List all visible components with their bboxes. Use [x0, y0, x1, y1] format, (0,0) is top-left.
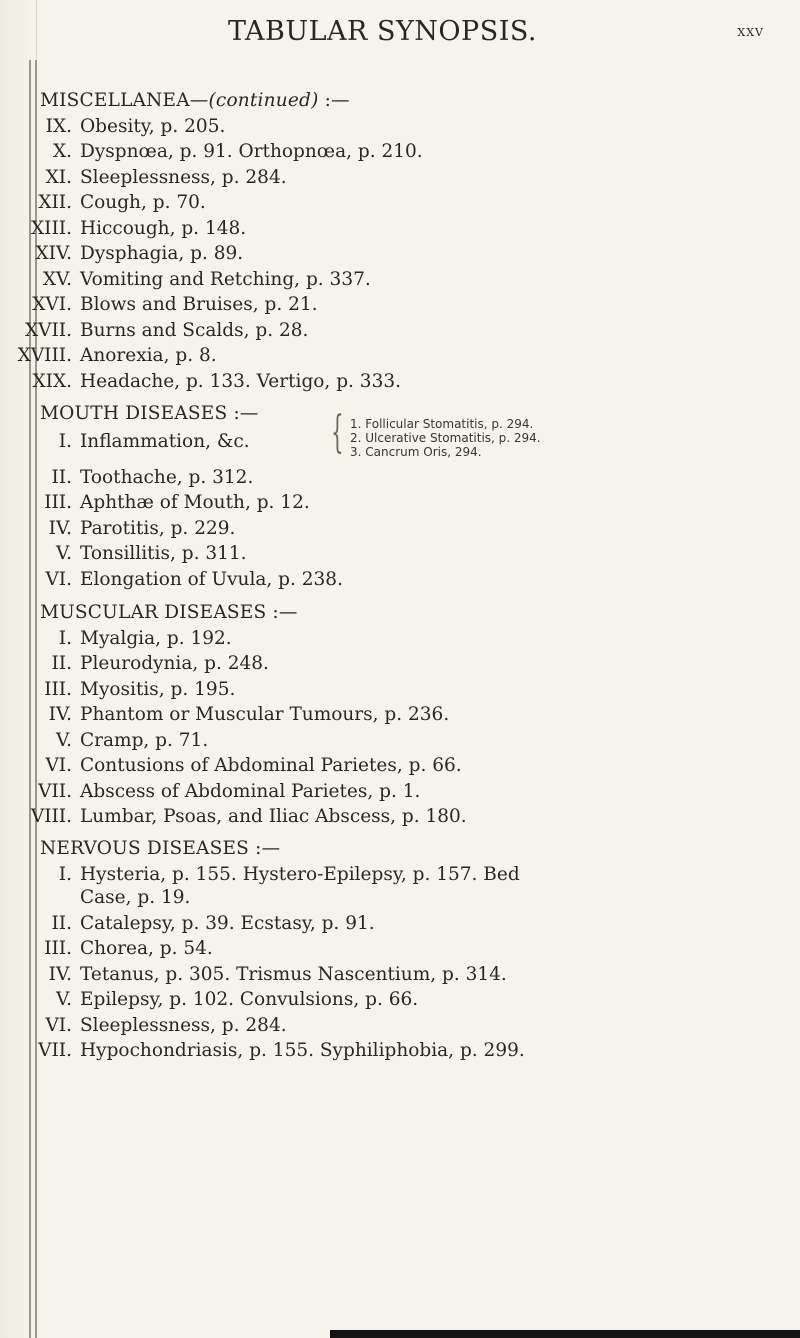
list-item: IV. Tetanus, p. 305. Trismus Nascentium, p. 314. — [48, 964, 507, 985]
list-item: IV. Parotitis, p. 229. — [48, 518, 236, 539]
list-item: XIV. Dysphagia, p. 89. — [35, 243, 244, 264]
section-heading-muscular: MUSCULAR DISEASES :— — [40, 602, 298, 623]
sub-item: 2. Ulcerative Stomatitis, p. 294. — [350, 431, 541, 445]
running-title: TABULAR SYNOPSIS. — [228, 16, 537, 47]
list-item: X. Dyspnœa, p. 91. Orthopnœa, p. 210. — [52, 141, 423, 162]
list-item: III. Aphthæ of Mouth, p. 12. — [44, 492, 310, 513]
brace-glyph: { — [331, 407, 344, 458]
section-heading-mouth: MOUTH DISEASES :— — [40, 403, 259, 424]
list-item: III. Myositis, p. 195. — [44, 679, 236, 700]
list-item: V. Epilepsy, p. 102. Convulsions, p. 66. — [55, 989, 419, 1010]
list-item: XIII. Hiccough, p. 148. — [31, 218, 247, 239]
list-item: VII. Abscess of Abdominal Parietes, p. 1. — [38, 781, 421, 802]
list-item: IX. Obesity, p. 205. — [45, 116, 226, 137]
list-item: XVII. Burns and Scalds, p. 28. — [24, 320, 309, 341]
list-item: II. Pleurodynia, p. 248. — [51, 653, 269, 674]
list-item: XIX. Headache, p. 133. Vertigo, p. 333. — [32, 371, 401, 392]
list-item: XI. Sleeplessness, p. 284. — [45, 167, 287, 188]
sub-item: 1. Follicular Stomatitis, p. 294. — [350, 417, 534, 431]
list-item: VIII. Lumbar, Psoas, and Iliac Abscess, p. 180. — [30, 806, 467, 827]
list-item-continuation: Case, p. 19. — [80, 887, 191, 908]
list-item: I. Hysteria, p. 155. Hystero-Epilepsy, p. 157. Bed — [58, 864, 520, 885]
list-item: XVIII. Anorexia, p. 8. — [17, 345, 217, 366]
list-item: I. Myalgia, p. 192. — [58, 628, 232, 649]
list-item: XVI. Blows and Bruises, p. 21. — [32, 294, 318, 315]
list-item: XV. Vomiting and Retching, p. 337. — [42, 269, 371, 290]
list-item: V. Cramp, p. 71. — [55, 730, 209, 751]
section-heading-miscellanea: MISCELLANEA—(continued) :— — [40, 90, 350, 111]
list-item: VII. Hypochondriasis, p. 155. Syphiliphobia, p. 299. — [38, 1040, 525, 1061]
bottom-edge-shadow — [330, 1330, 800, 1338]
list-item: II. Toothache, p. 312. — [51, 467, 254, 488]
list-item: VI. Elongation of Uvula, p. 238. — [45, 569, 343, 590]
list-item: VI. Contusions of Abdominal Parietes, p. 66. — [45, 755, 462, 776]
section-heading-nervous: NERVOUS DISEASES :— — [40, 838, 281, 859]
list-item: II. Catalepsy, p. 39. Ecstasy, p. 91. — [51, 913, 375, 934]
sub-item: 3. Cancrum Oris, 294. — [350, 445, 482, 459]
list-item: IV. Phantom or Muscular Tumours, p. 236. — [48, 704, 450, 725]
running-header — [0, 16, 800, 56]
page-number: xxv — [737, 22, 764, 40]
list-item: VI. Sleeplessness, p. 284. — [45, 1015, 287, 1036]
list-item: XII. Cough, p. 70. — [38, 192, 206, 213]
list-item: V. Tonsillitis, p. 311. — [55, 543, 247, 564]
list-item: I. Inflammation, &c. — [58, 431, 250, 452]
list-item: III. Chorea, p. 54. — [44, 938, 213, 959]
